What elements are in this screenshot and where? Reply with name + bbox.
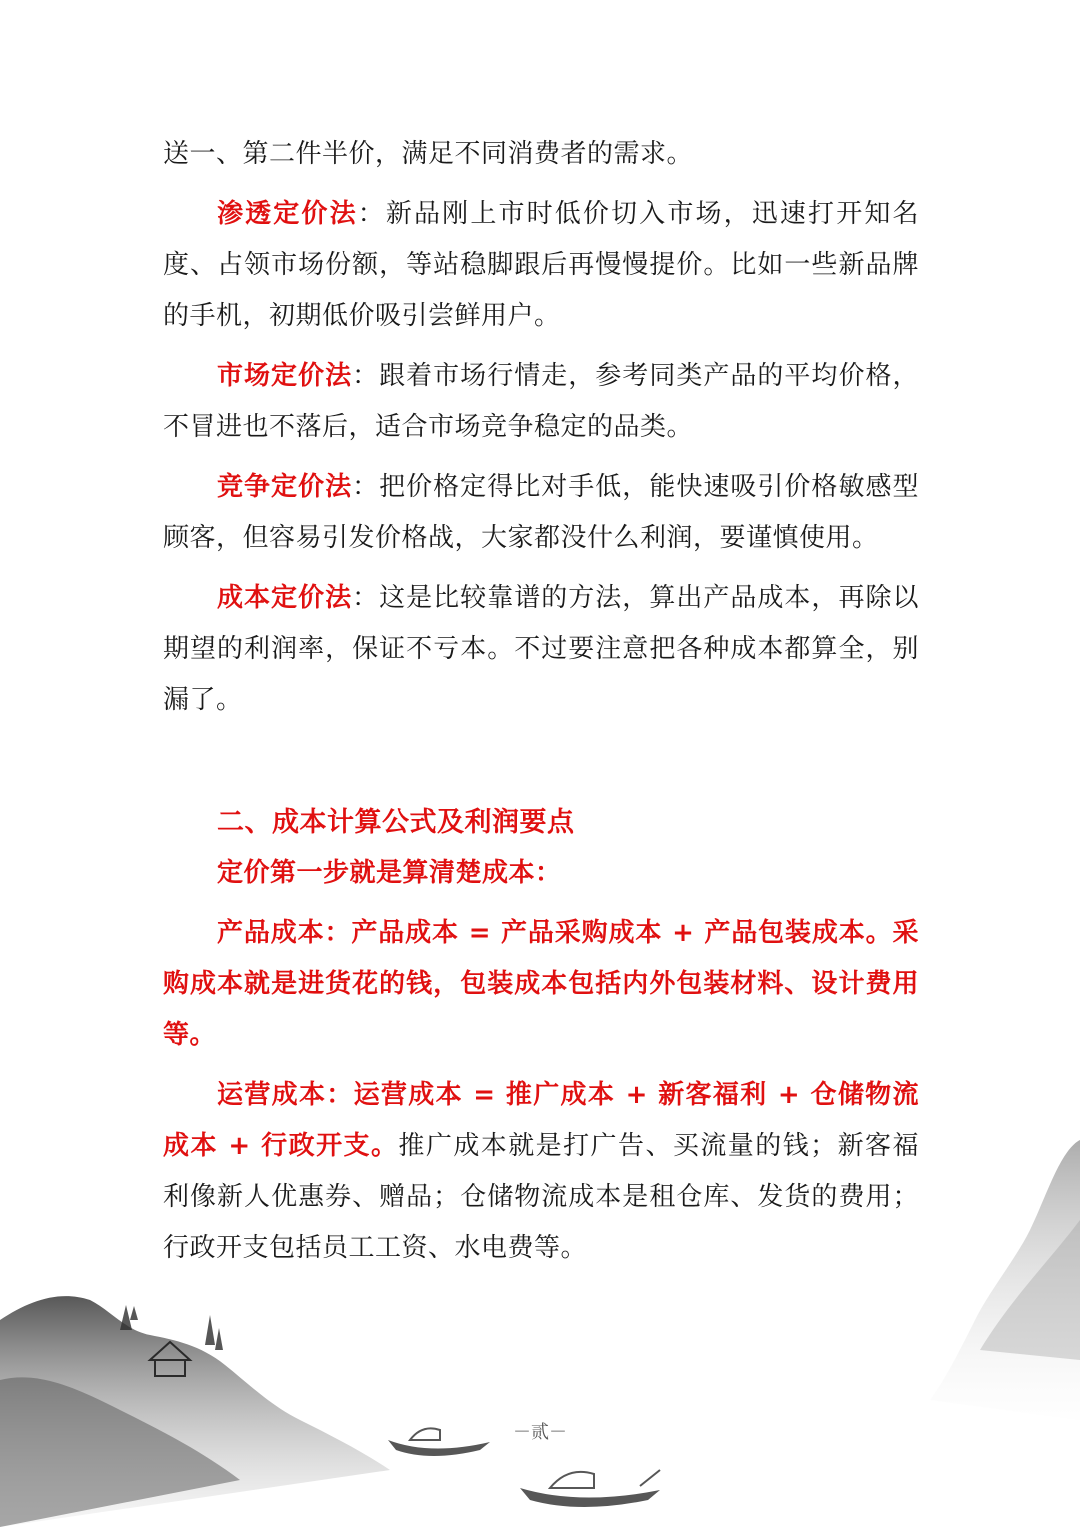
operating-cost-text: 推广成本就是打广告、买流量的钱；新客福利像新人优惠券、赠品；仓储物流成本是租仓库、发货的费用；行政开支包括员工工资、水电费等。 <box>163 1131 919 1263</box>
product-cost-paragraph: 产品成本：产品成本 = 产品采购成本 + 产品包装成本。采购成本就是进货花的钱，包装成本包括内外包装材料、设计费用等。 <box>163 918 919 1050</box>
paragraph-text: 送一、第二件半价，满足不同消费者的需求。 <box>163 139 694 169</box>
section-2 <box>163 797 919 1283</box>
paragraph <box>163 351 919 453</box>
right-mountain-shape <box>930 1140 1080 1420</box>
term-label: 渗透定价法 <box>217 199 358 229</box>
paragraph-text: ：把价格定得比对手低，能快速吸引价格敏感型顾客，但容易引发价格战，大家都没什么利润，要谨慎使用。 <box>163 472 919 553</box>
term-label: 成本定价法 <box>217 583 353 613</box>
section-heading: 二、成本计算公式及利润要点 <box>217 807 575 838</box>
term-label: 市场定价法 <box>217 361 353 391</box>
operating-cost-formula: 运营成本：运营成本 = 推广成本 + 新客福利 + 仓储物流成本 + 行政开支。 <box>163 1080 919 1161</box>
section-intro: 定价第一步就是算清楚成本： <box>217 858 562 888</box>
house-decoration <box>150 1342 190 1376</box>
trees-decoration <box>120 1305 223 1350</box>
body-text <box>163 129 919 735</box>
paragraph-text: ：这是比较靠谱的方法，算出产品成本，再除以期望的利润率，保证不亏本。不过要注意把各种成本都算全，别漏了。 <box>163 583 919 715</box>
paragraph <box>163 462 919 564</box>
operating-cost-paragraph <box>163 1070 919 1274</box>
paragraph <box>163 129 919 180</box>
paragraph-text: ：跟着市场行情走，参考同类产品的平均价格，不冒进也不落后，适合市场竞争稳定的品类。 <box>163 361 919 442</box>
paragraph <box>163 189 919 342</box>
paragraph <box>163 573 919 726</box>
right-mountain-shape <box>980 1220 1080 1360</box>
term-label: 竞争定价法 <box>217 472 353 502</box>
page-number: －贰－ <box>513 1422 567 1443</box>
paragraph-text: ：新品刚上市时低价切入市场，迅速打开知名度、占领市场份额，等站稳脚跟后再慢慢提价。比如一些新品牌的手机，初期低价吸引尝鲜用户。 <box>163 199 919 331</box>
left-mountain-shape <box>0 1377 240 1527</box>
left-mountain-shape <box>0 1296 390 1527</box>
